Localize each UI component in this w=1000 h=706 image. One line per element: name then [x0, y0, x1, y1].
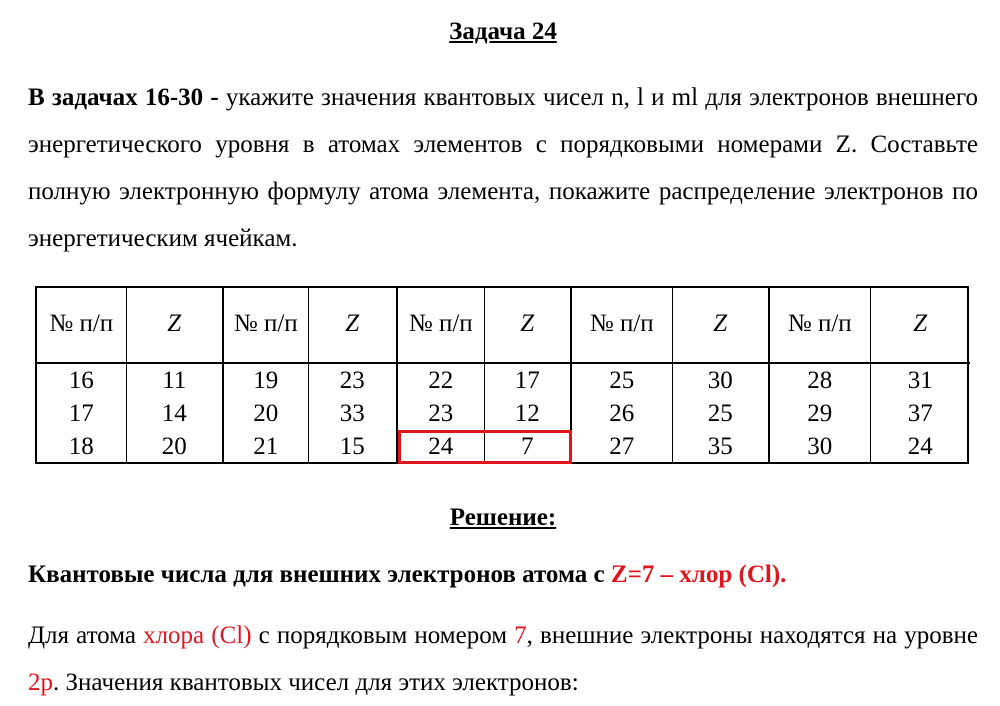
task-title: Задача 24 — [449, 18, 557, 45]
header-num-1: № п/п — [36, 286, 126, 363]
table-cell: 19 — [223, 363, 308, 397]
table-cell: 22 — [397, 363, 484, 397]
header-num-2: № п/п — [223, 286, 308, 363]
text-span: с порядковым номером — [251, 622, 515, 649]
task-description — [28, 74, 978, 262]
header-num-5: № п/п — [769, 286, 870, 363]
sublevel-red: 2p — [28, 669, 53, 696]
table-cell: 20 — [223, 397, 308, 430]
table-cell: 30 — [769, 430, 870, 463]
table-cell: 24 — [870, 430, 970, 463]
header-z-2: Z — [308, 286, 397, 363]
table-cell: 23 — [308, 363, 397, 397]
header-num-3: № п/п — [397, 286, 484, 363]
table-cell: 12 — [484, 397, 571, 430]
atomic-number-red: 7 — [514, 622, 527, 649]
highlighted-num-cell: 24 — [397, 430, 484, 463]
table-cell: 17 — [484, 363, 571, 397]
table-cell: 30 — [672, 363, 769, 397]
table-cell: 25 — [672, 397, 769, 430]
quantum-numbers-heading — [28, 561, 978, 589]
task-range-bold: В задачах 16-30 - — [28, 84, 219, 111]
elements-table — [35, 286, 970, 463]
header-num-4: № п/п — [571, 286, 672, 363]
text-span: , внешние электроны находятся на уровне — [526, 622, 979, 649]
table-row — [36, 430, 970, 463]
table-cell: 18 — [36, 430, 126, 463]
table-cell: 15 — [308, 430, 397, 463]
element-highlight: Z=7 – хлор (Cl). — [610, 561, 787, 588]
table-row — [36, 363, 970, 397]
task-description-text: укажите значения квантовых чисел n, l и ml для электронов внешнего энергетического уровня в атомах элементов с порядковыми номерами Z. Составьте полную электронную формулу атома элемента, покажите распределение электронов по энергетическим ячейкам. — [28, 84, 978, 252]
table-cell: 23 — [397, 397, 484, 430]
table-cell: 16 — [36, 363, 126, 397]
table-cell: 25 — [571, 363, 672, 397]
table-row — [36, 397, 970, 430]
text-span: Для атома — [28, 622, 144, 649]
header-z-4: Z — [672, 286, 769, 363]
table-cell: 27 — [571, 430, 672, 463]
table-cell: 29 — [769, 397, 870, 430]
header-z-1: Z — [126, 286, 223, 363]
quantum-heading-prefix: Квантовые числа для внешних электронов атома с — [28, 561, 611, 588]
highlighted-z-cell: 7 — [484, 430, 571, 463]
table-cell: 37 — [870, 397, 970, 430]
text-span: . Значения квантовых чисел для этих электронов: — [53, 669, 579, 696]
table-cell: 20 — [126, 430, 223, 463]
solution-paragraph — [28, 612, 978, 706]
table-cell: 35 — [672, 430, 769, 463]
table-cell: 33 — [308, 397, 397, 430]
table-cell: 14 — [126, 397, 223, 430]
table-cell: 31 — [870, 363, 970, 397]
header-z-5: Z — [870, 286, 970, 363]
table-header-row — [36, 286, 970, 363]
table-cell: 21 — [223, 430, 308, 463]
table-cell: 26 — [571, 397, 672, 430]
table-cell: 28 — [769, 363, 870, 397]
header-z-3: Z — [484, 286, 571, 363]
solution-title: Решение: — [449, 504, 557, 531]
table-cell: 17 — [36, 397, 126, 430]
element-name-red: хлора (Cl) — [143, 622, 252, 649]
table-cell: 11 — [126, 363, 223, 397]
